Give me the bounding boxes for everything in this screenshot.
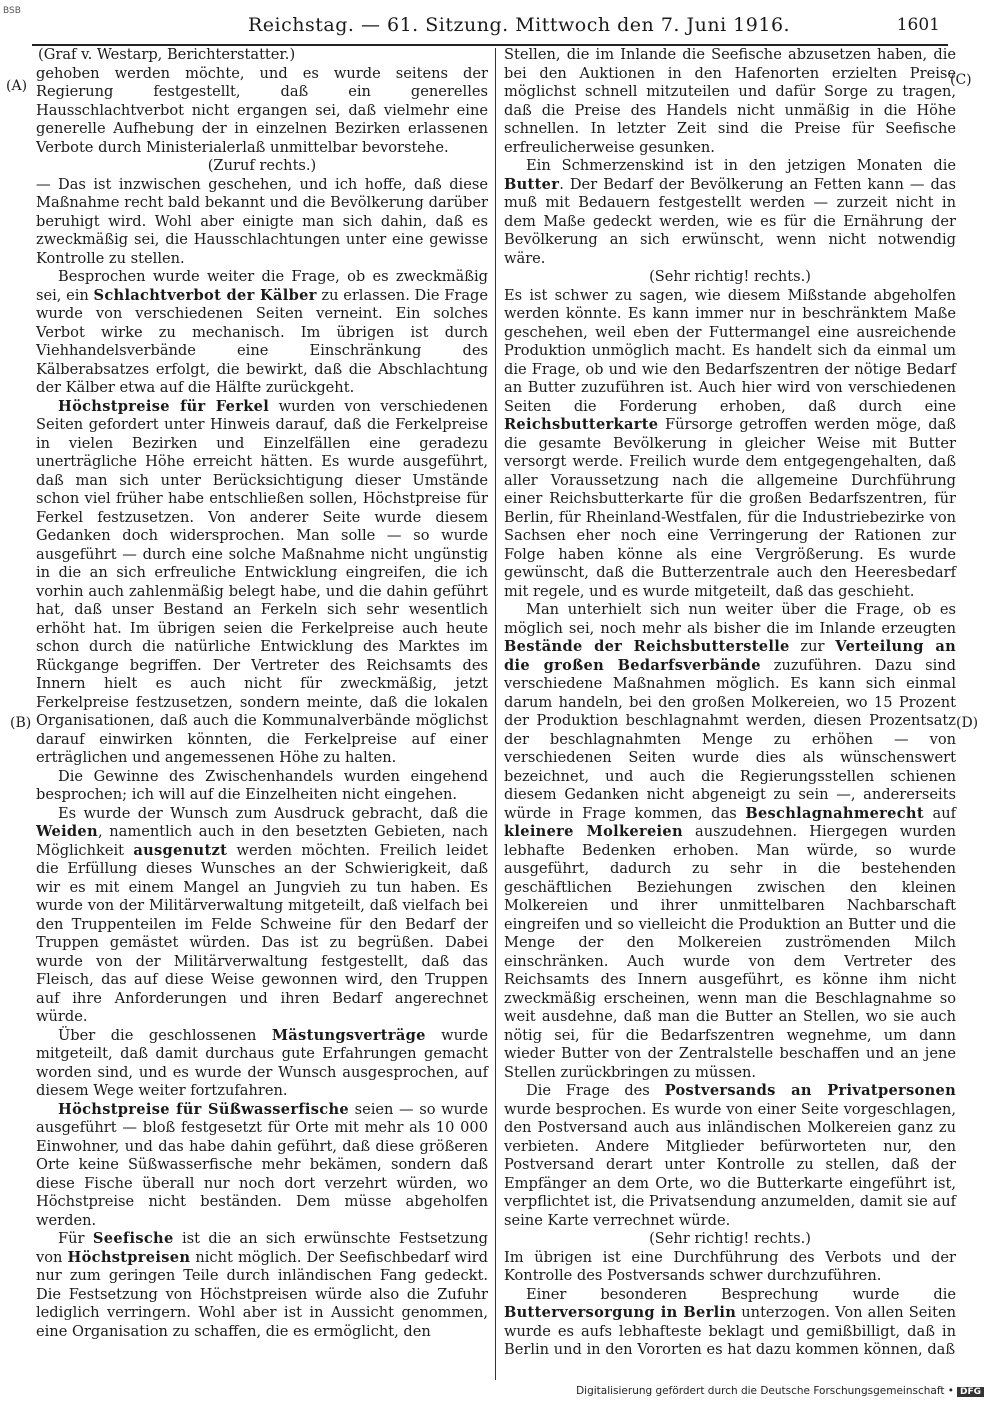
- paragraph: Es wurde der Wunsch zum Ausdruck gebracht, daß die Weiden, namentlich auch in den besetzten Gebieten, nach Möglichkeit ausgenutzt werden möchten. Freilich leidet die Erfüllung dieses Wunsches an der Schwierigkeit, daß wir es mit einem Mangel an Jungvieh zu tun haben. Es wurde von der Militärverwaltung mitgeteilt, daß vielfach bei den Truppenteilen im Felde Schweine für den Bedarf der Truppen gemästet würden. Das ist zu begrüßen. Dabei wurde von der Militärverwaltung festgestellt, daß das Fleisch, das auf diese Weise gewonnen wird, den Truppen auf ihre Anforderungen und ihren Bedarf angerechnet würde.: [36, 804, 488, 1025]
- paragraph: Höchstpreise für Süßwasserfische seien — so wurde ausgeführt — bloß festgesetzt für Orte mit mehr als 10 000 Einwohner, und das habe dahin geführt, daß diese größeren Orte keine Süßwasserfische mehr bekämen, sondern daß diese Fische überall nur noch dort verzehrt würden, wo Höchstpreise nicht beständen. Dem müsse abgeholfen werden.: [36, 1100, 488, 1229]
- left-column: [36, 46, 488, 1341]
- emphasis: Mästungsverträge: [271, 1026, 426, 1044]
- column-divider: [495, 48, 496, 1380]
- emphasis: Verteilung an die großen Bedarfsverbände: [504, 638, 956, 674]
- margin-marker-c: (C): [950, 72, 972, 88]
- interjection: (Zuruf rechts.): [207, 157, 317, 174]
- interjection: (Sehr richtig! rechts.): [649, 1230, 811, 1247]
- paragraph: Einer besonderen Besprechung wurde die Butterversorgung in Berlin unterzogen. Von allen Seiten wurde es aufs lebhafteste beklagt und gemißbilligt, daß in Berlin und in den Vororten es hat dazu kommen können, daß: [504, 1285, 956, 1358]
- interjection: (Sehr richtig! rechts.): [649, 268, 811, 285]
- emphasis: Weiden: [36, 823, 98, 840]
- emphasis: kleinere Molkereien: [504, 823, 683, 840]
- emphasis: Postversands an Privatpersonen: [664, 1082, 956, 1099]
- emphasis: Butterversorgung in Berlin: [504, 1304, 737, 1321]
- emphasis: Schlachtverbot der Kälber: [93, 286, 317, 304]
- emphasis: Beschlagnahmerecht: [745, 804, 924, 822]
- emphasis: Höchstpreise für Ferkel: [58, 397, 270, 415]
- emphasis: Reichsbutterkarte: [504, 416, 659, 433]
- emphasis: Seefische: [92, 1230, 174, 1247]
- speaker-line: (Graf v. Westarp, Berichterstatter.): [38, 46, 296, 63]
- right-column: [504, 46, 956, 1360]
- emphasis: Höchstpreise für Süßwasserfische: [58, 1100, 349, 1118]
- paragraph: Höchstpreise für Ferkel wurden von verschiedenen Seiten gefordert unter Hinweis darauf, daß die Ferkelpreise in vielen Bezirken und Einzelfällen eine geradezu unerträgliche Höhe erreicht hätten. Es wurde ausgeführt, daß man sich unter Berücksichtigung dieser Umstände schon viel früher habe entschließen sollen, Höchstpreise für Ferkel festzusetzen. Von anderer Seite wurde diesem Gedanken doch widersprochen. Man solle — so wurde ausgeführt — durch eine solche Maßnahme nicht ungünstig in die an sich erfreuliche Entwicklung eingreifen, die ich vorhin auch zahlenmäßig belegt habe, und die dahin geführt hat, daß unser Bestand an Ferkeln sich sehr wesentlich erhöht hat. Im übrigen seien die Ferkelpreise auch heute schon durch die natürliche Entwicklung des Marktes im Rückgange begriffen. Der Vertreter des Reichsamts des Innern hielt es auch nicht für zweckmäßig, jetzt Ferkelpreise festzusetzen, sondern meinte, daß die lokalen Organisationen, daß auch die Kommunalverbände möglichst darauf einwirken könnten, die Ferkelpreise auf einer erträglichen und angemessenen Höhe zu halten.: [36, 397, 488, 766]
- library-mark: BSB: [3, 6, 21, 16]
- emphasis: Butter: [504, 175, 560, 193]
- paragraph: Es ist schwer zu sagen, wie diesem Mißstande abgeholfen werden könnte. Es kann immer nur in beschränktem Maße geschehen, weil eben der Futtermangel eine ausreichende Produktion unmöglich macht. Es handelt sich da einmal um die Frage, ob und wie den Bedarfszentren der nötige Bedarf an Butter zuzuführen ist. Auch hier wird von verschiedenen Seiten die Forderung erhoben, daß durch eine Reichsbutterkarte Fürsorge getroffen werden möge, daß die gesamte Bevölkerung in gleicher Weise mit Butter versorgt werde. Freilich wurde dem entgegengehalten, daß aller Voraussetzung nach die allgemeine Durchführung einer Reichsbutterkarte für die großen Bedarfszentren, für Berlin, für Rheinland-Westfalen, für die Industriebezirke von Sachsen eher noch eine Verringerung der Rationen zur Folge haben könne als eine Vergrößerung. Es wurde gewünscht, daß die Butterzentrale auch den Heeresbedarf mit regele, und es wurde mitgeteilt, daß das geschieht.: [504, 286, 956, 600]
- emphasis: Höchstpreisen: [67, 1248, 191, 1266]
- paragraph: Über die geschlossenen Mästungsverträge wurde mitgeteilt, daß damit durchaus gute Erfahrungen gemacht worden sind, und es wurde der Wunsch ausgesprochen, auf diesem Wege weiter fortzufahren.: [36, 1026, 488, 1099]
- digitization-footer: [576, 1385, 984, 1397]
- footer-text: Digitalisierung gefördert durch die Deutsche Forschungsgemeinschaft •: [576, 1385, 954, 1397]
- page-number: 1601: [896, 15, 940, 35]
- paragraph: Besprochen wurde weiter die Frage, ob es zweckmäßig sei, ein Schlachtverbot der Kälber zu erlassen. Die Frage wurde von verschiedenen Seiten verneint. Ein solches Verbot wirke zu mechanisch. Im übrigen ist durch Viehhandelsverbände eine Einschränkung des Kälberabsatzes erfolgt, die bewirkt, daß die Abschlachtung der Kälber etwa auf die Hälfte zurückgeht.: [36, 268, 488, 396]
- page-header-title: Reichstag. — 61. Sitzung. Mittwoch den 7. Juni 1916.: [248, 14, 791, 36]
- paragraph: Man unterhielt sich nun weiter über die Frage, ob es möglich sei, noch mehr als bisher die im Inlande erzeugten Bestände der Reichsbutterstelle zur Verteilung an die großen Bedarfsverbände zuzuführen. Dazu sind verschiedene Maßnahmen möglich. Es kann sich einmal darum handeln, bei den großen Molkereien, wo 15 Prozent der Produktion beschlagnahmt werden, diesen Prozentsatz der beschlagnahmten Menge zu erhöhen — von verschiedenen Seiten wurde dies als wünschenswert bezeichnet, und auch die Regierungsstellen schienen diesem Gedanken nicht abgeneigt zu sein —, andererseits würde in Frage kommen, das Beschlagnahmerecht auf kleinere Molkereien auszudehnen. Hiergegen wurden lebhafte Bedenken erhoben. Man würde, so wurde ausgeführt, dadurch zu sehr in die bestehenden geschäftlichen Beziehungen zwischen den kleinen Molkereien und ihrer unmittelbaren Nachbarschaft eingreifen und so vielleicht die Produktion an Butter und die Menge der den Molkereien zuströmenden Milch einschränken. Auch wurde von dem Vertreter des Reichsamts des Innern ausgeführt, es könne ihm nicht zweckmäßig erscheinen, wenn man die Beschlagnahme so weit ausdehne, daß man die Butter an Stellen, wo sie auch nötig sei, für die Bedarfszentren wegnehme, um dann wieder Butter von der Zentralstelle beschaffen und an jene Stellen zurückbringen zu müssen.: [504, 601, 956, 1081]
- emphasis: ausgenutzt: [133, 841, 228, 859]
- paragraph: Im übrigen ist eine Durchführung des Verbots und der Kontrolle des Postversands schwer durchzuführen.: [504, 1248, 956, 1284]
- margin-marker-d: (D): [956, 715, 979, 731]
- margin-marker-b: (B): [10, 715, 32, 731]
- paragraph: Die Gewinne des Zwischenhandels wurden eingehend besprochen; ich will auf die Einzelheiten nicht eingehen.: [36, 767, 488, 803]
- paragraph: Stellen, die im Inlande die Seefische abzusetzen haben, die bei den Auktionen in den Hafenorten erzielten Preise möglichst schnell mitzuteilen und dafür Sorge zu tragen, daß die Preise des Handels nicht unmäßig in die Höhe schnellen. In letzter Zeit sind die Preise für Seefische erfreulicherweise gesunken.: [504, 46, 956, 156]
- paragraph: Die Frage des Postversands an Privatpersonen wurde besprochen. Es wurde von einer Seite vorgeschlagen, den Postversand auch aus inländischen Molkereien ganz zu verbieten. Andere Mitglieder befürworteten nur, den Postversand derart unter Kontrolle zu stellen, daß der Empfänger an dem Orte, wo die Butterkarte eingeführt ist, verpflichtet ist, die Privatsendung anzumelden, damit sie auf seine Karte verrechnet würde.: [504, 1082, 956, 1229]
- paragraph: Für Seefische ist die an sich erwünschte Festsetzung von Höchstpreisen nicht möglich. Der Seefischbedarf wird nur zum geringen Teile durch inländischen Fang gedeckt. Die Festsetzung von Höchstpreisen würde also die Zufuhr lediglich verringern. Wohl aber ist in Aussicht genommen, eine Organisation zu schaffen, die es ermöglicht, den: [36, 1230, 489, 1340]
- dfg-logo: DFG: [957, 1387, 984, 1397]
- margin-marker-a: (A): [6, 78, 28, 94]
- emphasis: Bestände der Reichsbutterstelle: [504, 638, 790, 655]
- paragraph: Ein Schmerzenskind ist in den jetzigen Monaten die Butter. Der Bedarf der Bevölkerung an Fetten kann — das muß mit Bedauern festgestellt werden — zurzeit nicht in dem Maße gedeckt werden, wie es für die Ernährung der Bevölkerung an sich erwünscht, wenn nicht notwendig wäre.: [504, 157, 956, 267]
- paragraph: — Das ist inzwischen geschehen, und ich hoffe, daß diese Maßnahme recht bald bekannt und die Bevölkerung darüber beruhigt wird. Wohl aber einigte man sich dahin, daß es zweckmäßig sei, die Hausschlachtungen unter eine gewisse Kontrolle zu stellen.: [36, 175, 488, 267]
- paragraph: gehoben werden möchte, und es wurde seitens der Regierung festgestellt, daß ein generelles Hausschlachtverbot nicht ergangen sei, daß vielmehr eine generelle Aufhebung der in einzelnen Bezirken erlassenen Verbote durch Ministerialerlaß unmittelbar bevorstehe.: [36, 64, 488, 156]
